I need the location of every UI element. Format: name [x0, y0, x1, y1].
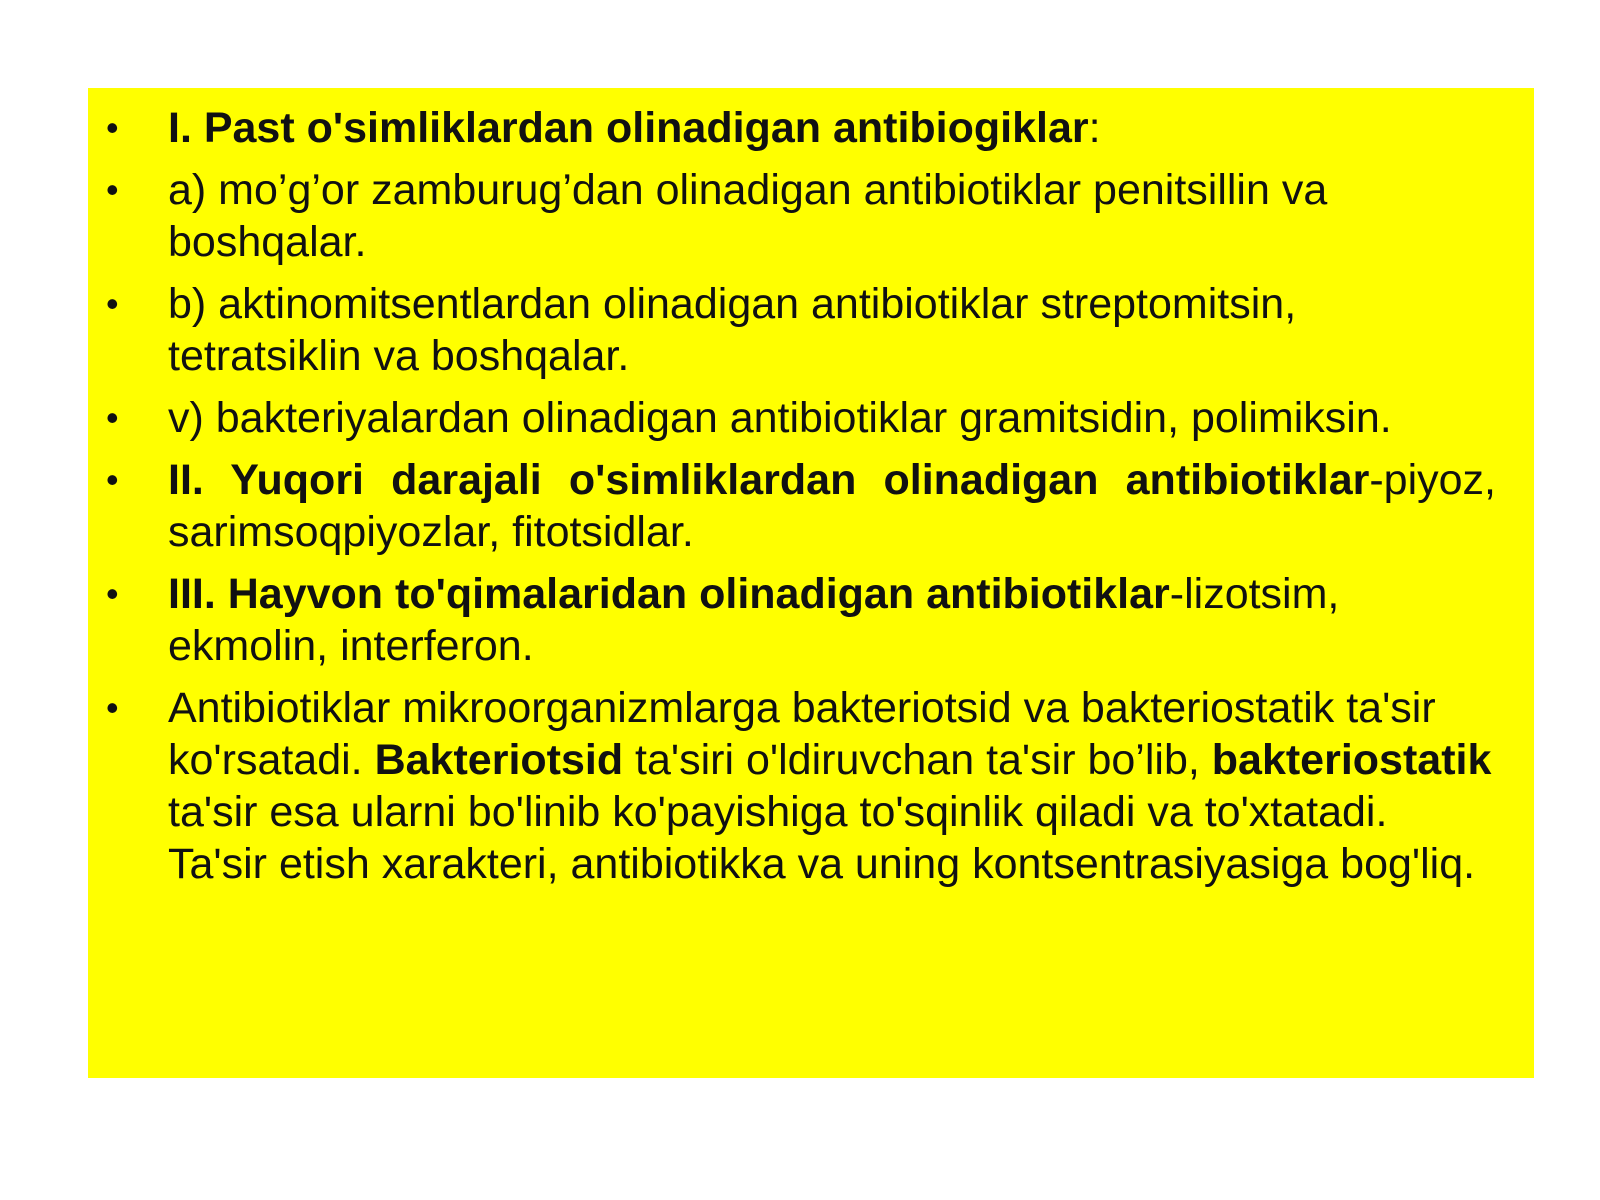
bullet-icon: • [106, 107, 119, 148]
bullet-list [102, 102, 1496, 890]
item-text: Antibiotiklar mikroorganizmlarga bakteriotsid va bakteriostatik ta'sir ko'rsatadi. [168, 684, 1436, 784]
heading-high-plants: II. Yuqori darajali o'simliklardan olinadigan antibiotiklar [168, 456, 1370, 504]
heading-low-plants: I. Past o'simliklardan olinadigan antibiogiklar [168, 104, 1089, 152]
item-text: -piyoz, sarimsoqpiyozlar, fitotsidlar. [168, 456, 1496, 556]
list-item [102, 102, 1496, 154]
list-item [102, 278, 1496, 382]
bullet-icon: • [106, 687, 119, 728]
item-text: : [1088, 104, 1101, 152]
list-item [102, 164, 1496, 268]
content-box [88, 88, 1534, 1078]
bullet-icon: • [106, 169, 119, 210]
list-item [102, 454, 1496, 558]
term-bactericidal: Bakteriotsid [374, 736, 624, 784]
item-text: ta'sir esa ularni bo'linib ko'payishiga to'sqinlik qiladi va to'xtatadi. Ta'sir etish xarakteri, antibiotikka va uning kontsentrasiyasiga bog'liq. [168, 788, 1476, 888]
list-item [102, 568, 1496, 672]
item-text: b) aktinomitsentlardan olinadigan antibiotiklar streptomitsin, tetratsiklin va boshqalar. [168, 280, 1297, 380]
bullet-icon: • [106, 283, 119, 324]
list-item [102, 392, 1496, 444]
list-item [102, 682, 1496, 890]
item-text: ta'siri o'ldiruvchan ta'sir bo’lib, [623, 736, 1212, 784]
bullet-icon: • [106, 397, 119, 438]
item-text: v) bakteriyalardan olinadigan antibiotiklar gramitsidin, polimiksin. [168, 394, 1392, 442]
item-text: -lizotsim, ekmolin, interferon. [168, 570, 1340, 670]
item-text: a) mo’g’or zamburug’dan olinadigan antibiotiklar penitsillin va boshqalar. [168, 166, 1328, 266]
bullet-icon: • [106, 573, 119, 614]
heading-animal-tissues: III. Hayvon to'qimalaridan olinadigan antibiotiklar [168, 570, 1170, 618]
term-bacteriostatic: bakteriostatik [1211, 736, 1492, 784]
bullet-icon: • [106, 459, 119, 500]
